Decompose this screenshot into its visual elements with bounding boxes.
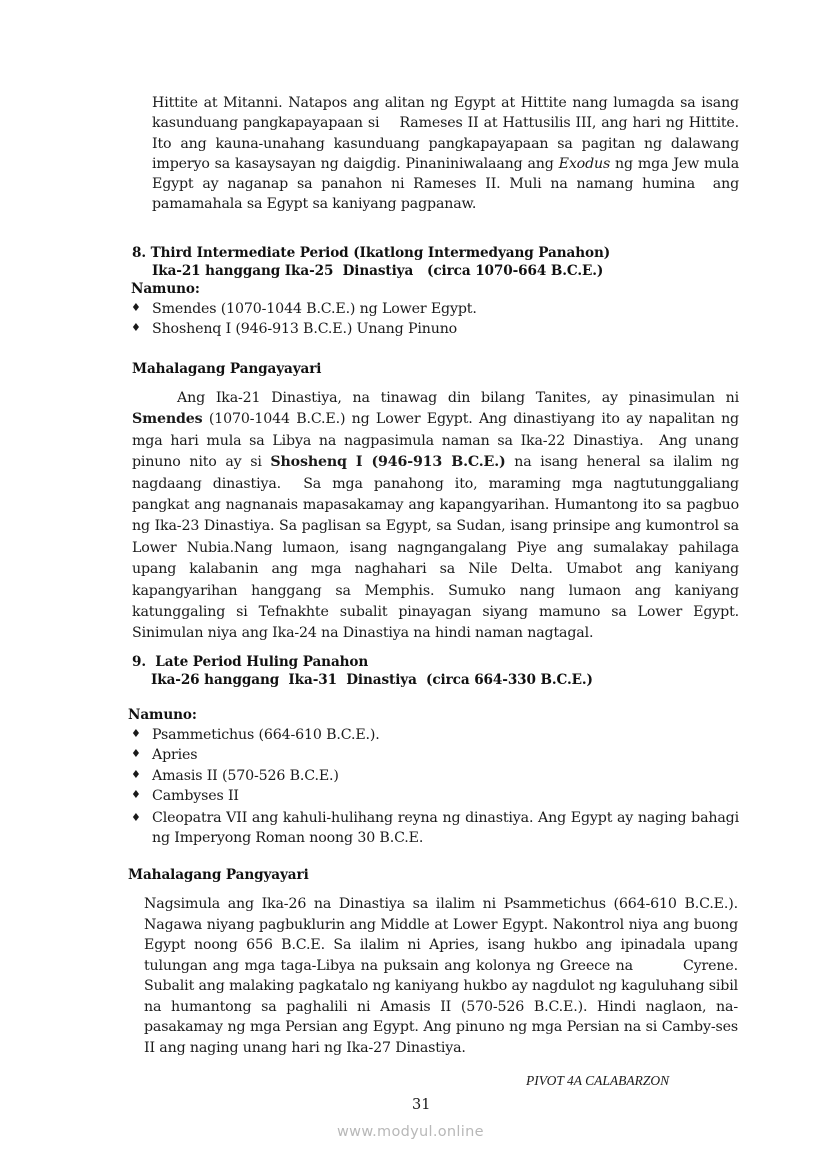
section-8-rulers-label: Namuno: xyxy=(131,281,200,297)
intro-text-2: ng mga Jew mula Egypt ay naganap sa panahon ni Rameses II. Muli na namang humina ang pamamahala sa Egypt sa kaniyang pagpanaw. xyxy=(152,155,740,213)
ruler-name: Cleopatra VII ang kahuli-hulihang reyna ng dinastiya. Ang Egypt ay naging bahagi ng Imperyong Roman noong 30 B.C.E. xyxy=(152,810,739,846)
ruler-name: Amasis II (570-526 B.C.E.) xyxy=(152,768,339,784)
diamond-bullet-icon: ♦ xyxy=(131,768,141,781)
ruler-name: Cambyses II xyxy=(152,788,239,804)
section-9-rulers-label: Namuno: xyxy=(128,707,197,723)
section-9-events-label: Mahalagang Pangyayari xyxy=(128,867,309,883)
shoshenq-bold: Shoshenq I (946-913 B.C.E.) xyxy=(270,454,506,471)
diamond-bullet-icon: ♦ xyxy=(131,747,141,760)
section-8-events-label: Mahalagang Pangayayari xyxy=(132,361,322,377)
section-9-events-paragraph xyxy=(144,894,738,1058)
events-text-1: Ang Ika-21 Dinastiya, na tinawag din bilang Tanites, ay pinasimulan ni xyxy=(177,390,739,406)
diamond-bullet-icon: ♦ xyxy=(131,727,141,740)
list-item xyxy=(131,727,380,743)
smendes-bold: Smendes xyxy=(132,411,203,428)
footer-source: PIVOT 4A CALABARZON xyxy=(526,1073,670,1088)
ruler-name: Smendes (1070-1044 B.C.E.) ng Lower Egypt. xyxy=(152,301,477,317)
section-9-heading-line1: 9. Late Period Huling Panahon xyxy=(132,654,369,670)
list-item xyxy=(131,788,239,804)
section-8-heading-line2: Ika-21 hanggang Ika-25 Dinastiya (circa 1070-664 B.C.E.) xyxy=(152,263,604,279)
diamond-bullet-icon: ♦ xyxy=(131,811,141,824)
page-number: 31 xyxy=(412,1097,431,1113)
diamond-bullet-icon: ♦ xyxy=(131,301,141,314)
section-8-events-paragraph xyxy=(132,388,739,645)
diamond-bullet-icon: ♦ xyxy=(131,788,141,801)
intro-text-1: Hittite at Mitanni. Natapos ang alitan ng Egypt at Hittite nang lumagda sa isang kasunduang pangkapayapaan si Rameses II at Hattusilis III, ang hari ng Hittite. Ito ang kauna-unahang kasunduang pangkapayapaan sa pagitan ng dalawang imperyo sa kasaysayan ng daigdig. Pinaniniwalaang ang xyxy=(152,95,739,172)
ruler-name: Psammetichus (664-610 B.C.E.). xyxy=(152,727,380,743)
list-item xyxy=(131,321,458,337)
list-item xyxy=(131,747,198,763)
watermark: www.modyul.online xyxy=(337,1124,484,1140)
list-item xyxy=(131,301,477,317)
events-text-3: na isang heneral sa ilalim ng nagdaang dinastiya. Sa mga panahong ito, maraming mga nagtutunggaliang pangkat ang nagnanais mapasakamay ang kapangyarihan. Humantong ito sa pagbuo ng Ika-23 Dinastiya. Sa paglisan sa Egypt, sa Sudan, isang prinsipe ang kumontrol sa Lower Nubia.Nang lumaon, isang nagngangalang Piye ang sumalakay pahilaga upang kalabanin ang mga naghahari sa Nile Delta. Umabot ang kaniyang kapangyarihan hanggang sa Memphis. Sumuko nang lumaon ang kaniyang katunggaling si Tefnakhte subalit pinayagan siyang mamuno sa Lower Egypt. Sinimulan niya ang Ika-24 na Dinastiya na hindi naman nagtagal. xyxy=(132,454,740,642)
events-text-2: (1070-1044 B.C.E.) ng Lower Egypt. Ang dinastiyang ito ay napalitan ng mga hari mula sa Libya na nagpasimula naman sa Ika-22 Dinastiya. Ang unang pinuno nito ay si xyxy=(132,411,739,471)
ruler-name: Shoshenq I (946-913 B.C.E.) Unang Pinuno xyxy=(152,321,458,337)
section-8-heading-line1: 8. Third Intermediate Period (Ikatlong Intermedyang Panahon) xyxy=(132,245,611,261)
list-item xyxy=(131,808,739,848)
ruler-name: Apries xyxy=(152,747,198,763)
section-9-heading-line2: Ika-26 hanggang Ika-31 Dinastiya (circa 664-330 B.C.E.) xyxy=(151,672,593,688)
exodus-italic: Exodus xyxy=(558,155,611,172)
intro-paragraph xyxy=(152,93,739,215)
section-9-events-text: Nagsimula ang Ika-26 na Dinastiya sa ilalim ni Psammetichus (664-610 B.C.E.). Nagawa niyang pagbuklurin ang Middle at Lower Egypt. Nakontrol niya ang buong Egypt noong 656 B.C.E. Sa ilalim ni Apries, isang hukbo ang ipinadala upang tulungan ang mga taga-Libya na puksain ang kolonya ng Greece na Cyrene. Subalit ang malaking pagkatalo ng kaniyang hukbo ay nagdulot ng kaguluhang sibil na humantong sa paghalili ni Amasis II (570-526 B.C.E.). Hindi naglaon, na-pasakamay ng mga Persian ang Egypt. Ang pinuno ng mga Persian na si Camby-ses II ang naging unang hari ng Ika-27 Dinastiya. xyxy=(144,896,738,1056)
list-item xyxy=(131,768,339,784)
diamond-bullet-icon: ♦ xyxy=(131,321,141,334)
